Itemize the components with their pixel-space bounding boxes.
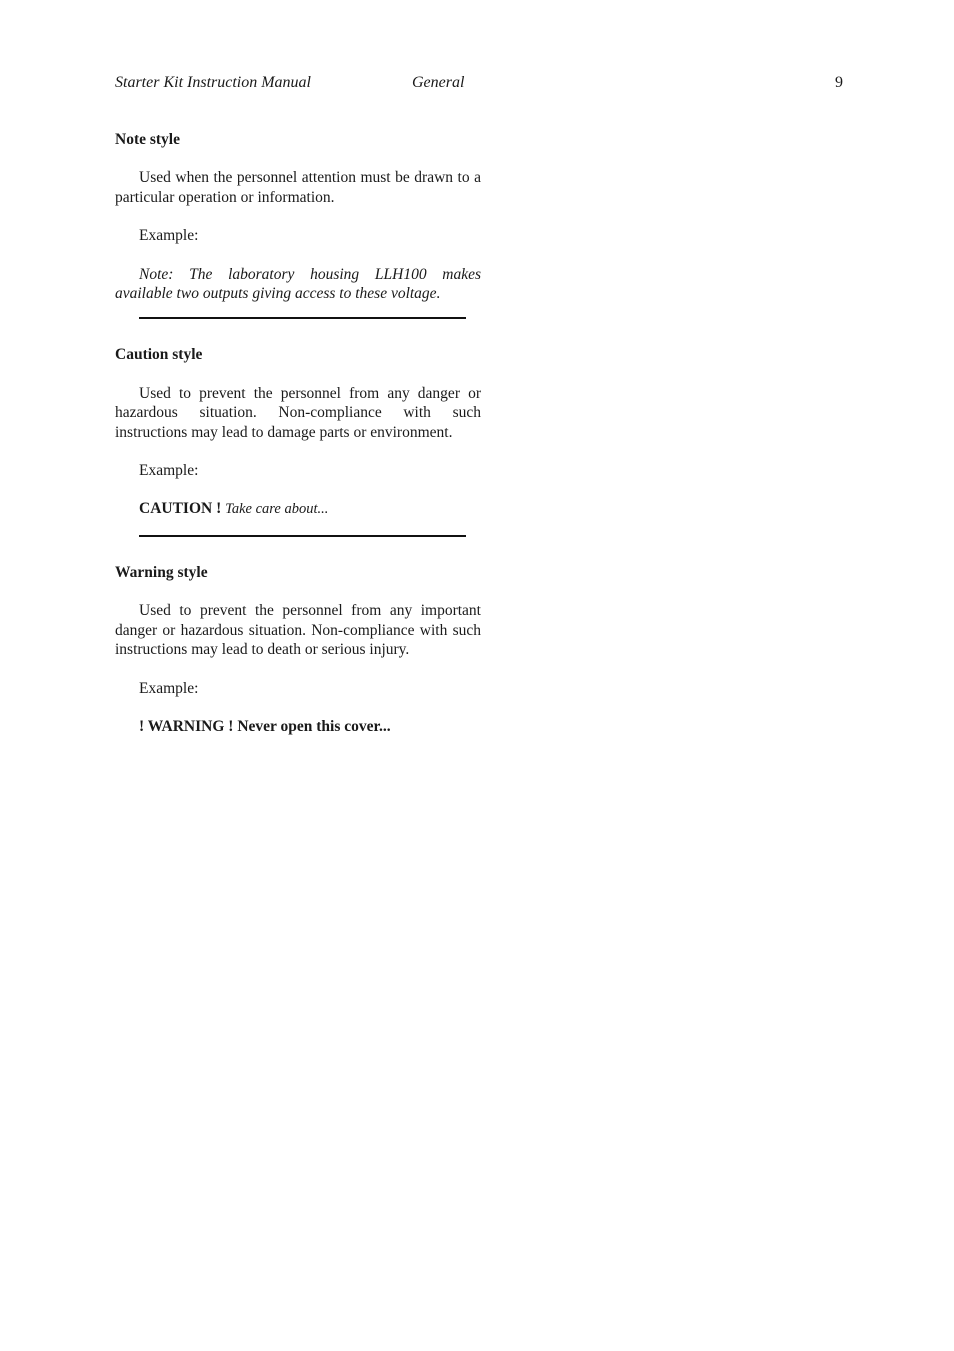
warning-style-description: Used to prevent the personnel from any important danger or hazardous situation. Non-compliance with such instructions may lead to death or serious injury. [115,602,481,659]
note-example-text: Note: The laboratory housing LLH100 makes available two outputs giving access to these voltage. [115,265,481,303]
warning-example-label: Example: [139,679,199,697]
caution-keyword: CAUTION ! [139,500,222,518]
warning-style-heading: Warning style [115,563,208,581]
warning-example-text: ! WARNING ! Never open this cover... [139,717,391,735]
section-name: General [412,74,465,91]
text-column [115,130,481,736]
caution-example-text: Take care about... [225,501,329,518]
running-header [115,74,843,94]
manual-title: Starter Kit Instruction Manual [115,74,311,91]
section-divider [139,317,466,319]
caution-style-description: Used to prevent the personnel from any danger or hazardous situation. Non-compliance with such instructions may lead to damage parts or environment. [115,384,481,441]
caution-style-heading: Caution style [115,346,203,364]
note-style-description: Used when the personnel attention must be drawn to a particular operation or information. [115,169,481,206]
caution-example-label: Example: [139,462,199,480]
section-divider [139,535,466,537]
note-style-heading: Note style [115,131,180,148]
note-example-label: Example: [139,227,199,245]
page-number: 9 [835,74,843,91]
caution-example [139,499,481,519]
